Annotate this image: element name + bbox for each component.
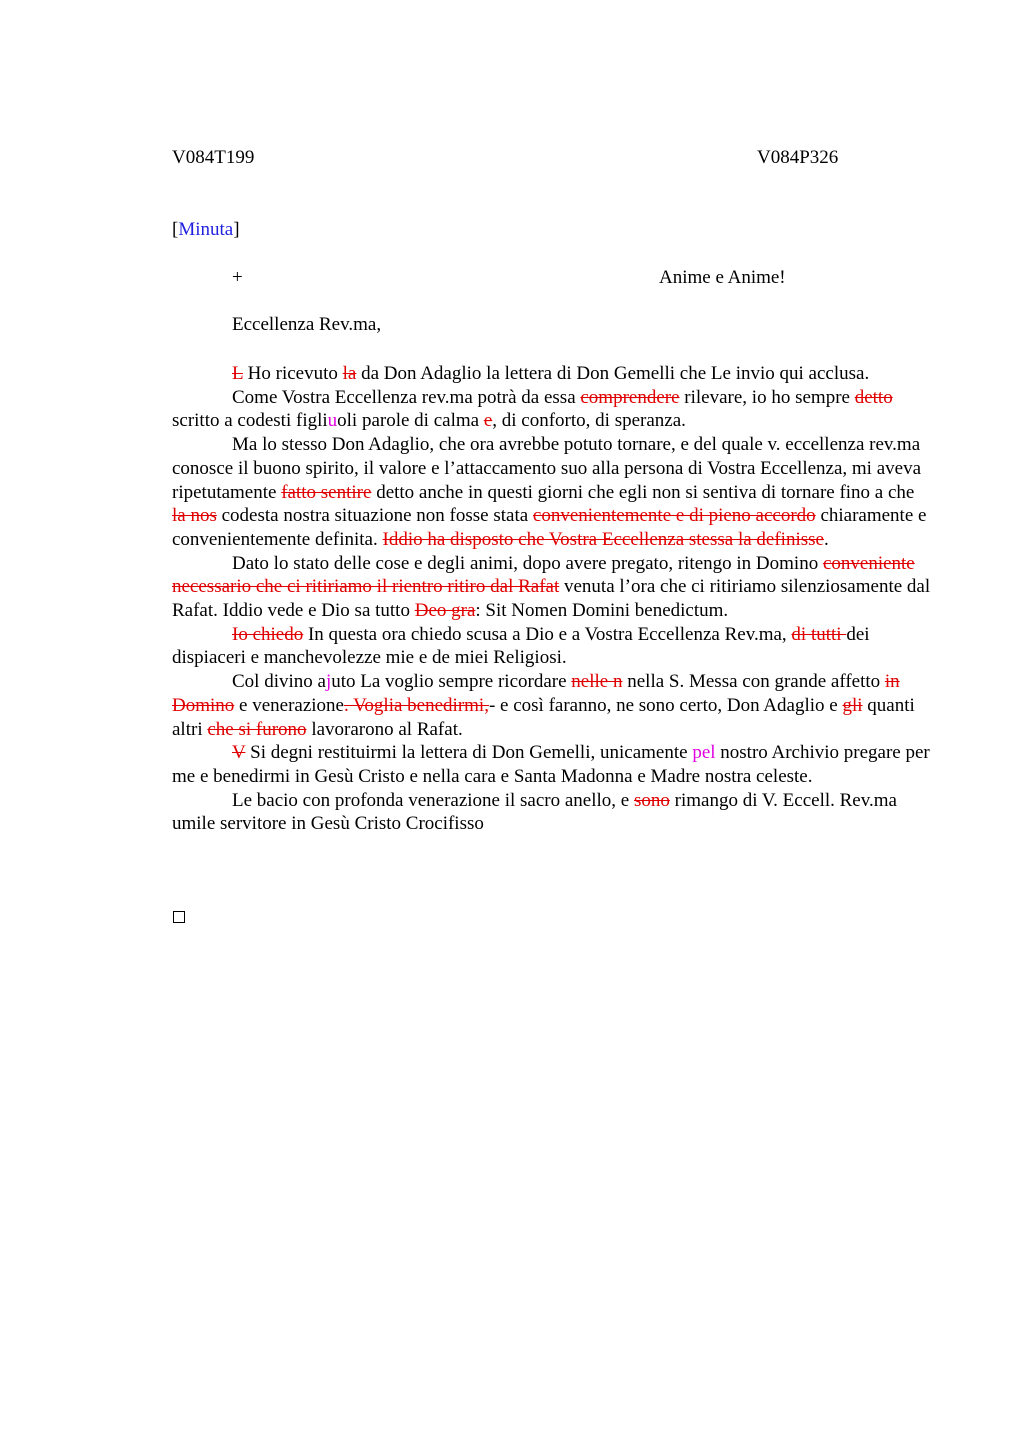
- minuta-label: [172, 219, 240, 241]
- deletion: fatto sentire: [281, 481, 372, 503]
- text: Come Vostra Eccellenza rev.ma potrà da essa: [232, 386, 581, 408]
- text: .: [823, 528, 829, 550]
- text: Si degni restituirmi la lettera di Don Gemelli, unicamente: [245, 742, 693, 764]
- deletion: la: [342, 363, 357, 384]
- deletion: detto: [854, 386, 893, 408]
- text: quanti altri: [172, 694, 915, 740]
- text: detto anche in questi giorni che egli non si sentiva di tornare fino a che: [371, 481, 915, 503]
- deletion: sono: [633, 789, 670, 811]
- text: - e così faranno, ne sono certo, Don Adaglio e: [488, 694, 843, 716]
- text: scritto a codesti figli: [172, 410, 328, 432]
- insertion: j: [325, 671, 332, 693]
- text: venuta l’ora che ci ritiriamo silenziosamente dal Rafat. Iddio vede e Dio sa tutto: [172, 576, 931, 622]
- text: oli parole di calma: [337, 410, 484, 432]
- paragraph-3: [172, 433, 932, 552]
- text: Le bacio con profonda venerazione il sacro anello, e: [232, 789, 634, 811]
- paragraph-7: [172, 741, 932, 788]
- deletion: gli: [842, 694, 863, 716]
- deletion: Iddio ha disposto che Vostra Eccellenza stessa la definisse: [382, 528, 824, 550]
- deletion: L: [232, 363, 243, 384]
- document-code-right: V084P326: [757, 147, 839, 168]
- deletion: nelle n: [571, 671, 623, 693]
- text: rimango di V. Eccell. Rev.ma umile servitore in Gesù Cristo Crocifisso: [172, 789, 897, 835]
- text: da Don Adaglio la lettera di Don Gemelli che Le invio qui acclusa.: [356, 363, 870, 384]
- motto: Anime e Anime!: [659, 267, 786, 288]
- paragraph-4: [172, 552, 932, 623]
- text: Dato lo stato delle cose e degli animi, dopo avere pregato, ritengo in Domino: [232, 552, 823, 574]
- text: nella S. Messa con grande affetto: [622, 671, 885, 693]
- text: : Sit Nomen Domini benedictum.: [475, 600, 729, 622]
- text: lavorarono al Rafat.: [306, 718, 463, 740]
- deletion: . Voglia benedirmi,: [344, 694, 489, 716]
- deletion: comprendere: [580, 386, 680, 408]
- deletion: e: [483, 410, 493, 432]
- minuta-text: Minuta: [178, 219, 234, 240]
- insertion: pel: [692, 742, 716, 764]
- text: e venerazione: [234, 694, 344, 716]
- deletion: la nos: [172, 505, 217, 527]
- text: chiaramente e convenientemente definita.: [172, 505, 927, 550]
- bracket-open: [: [172, 219, 179, 240]
- text: nostro Archivio pregare per me e benedirmi in Gesù Cristo e nella cara e Santa Madonna e Madre nostra celeste.: [172, 742, 930, 787]
- text: Ma lo stesso Don Adaglio, che ora avrebbe potuto tornare, e del quale v. eccellenza rev.ma conosce il buono spirito, il valore e l’attaccamento suo alla persona di Vostra Eccellenza, mi aveva ripetutamente: [172, 434, 922, 503]
- paragraph-1: [172, 362, 932, 386]
- text: Col divino a: [232, 671, 326, 693]
- document-code-left: V084T199: [172, 147, 255, 168]
- deletion: convenientemente e di pieno accordo: [532, 505, 816, 527]
- letter-body: [172, 362, 932, 836]
- paragraph-5: [172, 623, 932, 670]
- text: , di conforto, di speranza.: [492, 410, 686, 432]
- bracket-close: ]: [233, 219, 240, 240]
- deletion: V: [232, 742, 246, 764]
- text: codesta nostra situazione non fosse stata: [216, 505, 533, 527]
- deletion: di tutti: [791, 623, 847, 645]
- text: rilevare, io ho sempre: [679, 386, 855, 408]
- deletion: che si furono: [207, 718, 307, 740]
- text: In questa ora chiedo scusa a Dio e a Vostra Eccellenza Rev.ma,: [303, 623, 792, 645]
- paragraph-8: [172, 789, 932, 836]
- insertion: u: [327, 410, 338, 432]
- text: Ho ricevuto: [242, 363, 343, 384]
- deletion: in Domino: [172, 671, 900, 716]
- paragraph-6: [172, 670, 932, 741]
- cross-sign: +: [232, 267, 243, 288]
- text: dei dispiaceri e manchevolezze mie e de miei Religiosi.: [172, 623, 870, 669]
- deletion: conveniente necessario che ci ritiriamo il rientro ritiro dal Rafat: [172, 552, 915, 598]
- paragraph-2: [172, 386, 932, 433]
- deletion: Deo gra: [414, 600, 476, 622]
- salutation: Eccellenza Rev.ma,: [232, 314, 382, 335]
- text: uto La voglio sempre ricordare: [331, 671, 572, 693]
- deletion: Io chiedo: [232, 623, 304, 645]
- end-square-icon: [173, 911, 185, 923]
